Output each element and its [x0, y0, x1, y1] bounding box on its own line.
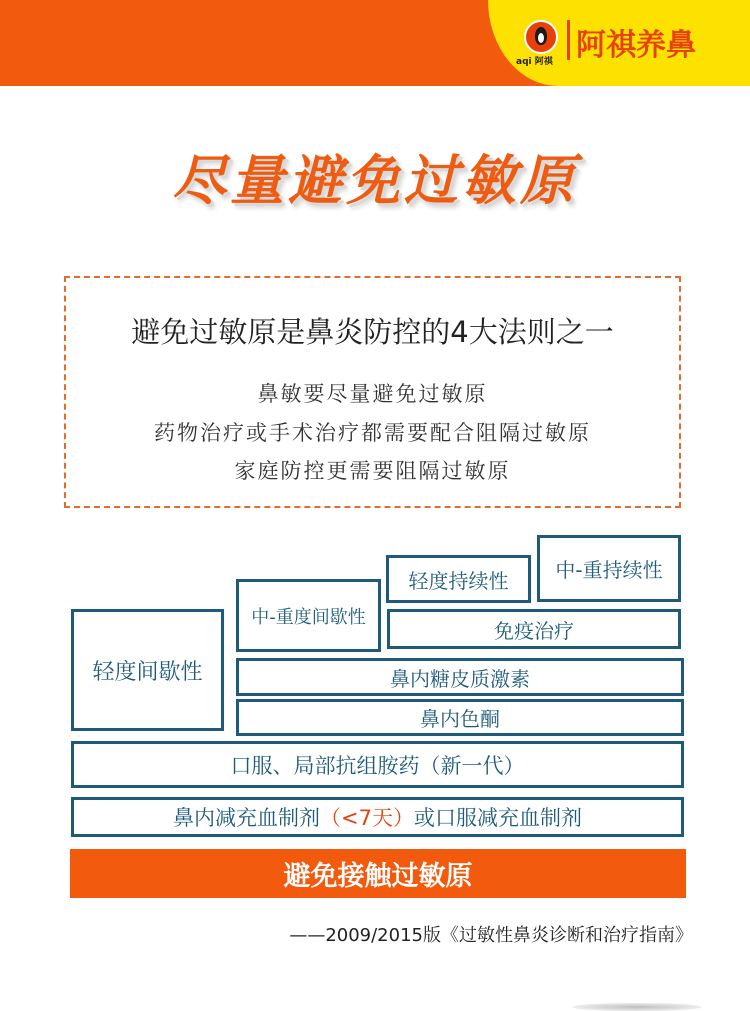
tier-mild-intermittent: 轻度间歇性: [71, 609, 224, 731]
tier-mild-persistent: 轻度持续性: [386, 555, 531, 603]
avoid-allergen-banner: 避免接触过敏原: [70, 849, 686, 898]
penguin-icon: [524, 20, 558, 54]
rule-heading: 避免过敏原是鼻炎防控的4大法则之一: [131, 315, 614, 349]
rule-line-1: 鼻敏要尽量避免过敏原: [257, 382, 488, 406]
brand-name: 阿祺养鼻: [576, 28, 696, 63]
decongestant-duration: （<7天）: [320, 806, 414, 830]
brand-logo: [488, 0, 750, 86]
decongestant-text-before: 鼻内减充血制剂: [173, 806, 321, 830]
rule-line-3: 家庭防控更需要阻隔过敏原: [234, 459, 511, 483]
source-citation: ——2009/2015版《过敏性鼻炎诊断和治疗指南》: [289, 925, 693, 946]
page-title: 尽量避免过敏原: [172, 148, 578, 212]
decorative-shadow: [572, 1003, 702, 1011]
logo-divider: [567, 20, 570, 60]
brand-sub: aqi 阿祺: [516, 57, 553, 67]
decongestant-text-after: 或口服减充血制剂: [413, 806, 582, 830]
tier-moderate-severe-intermittent: 中-重度间歇性: [236, 579, 381, 652]
rule-line-2: 药物治疗或手术治疗都需要配合阻隔过敏原: [154, 421, 591, 445]
rule-box: [64, 276, 681, 508]
tier-moderate-severe-persistent: 中-重持续性: [537, 535, 681, 602]
treatment-nasal-corticosteroid: 鼻内糖皮质激素: [236, 658, 684, 696]
treatment-decongestant: [71, 797, 684, 837]
treatment-nasal-cromone: 鼻内色酮: [236, 699, 684, 736]
treatment-immunotherapy: 免疫治疗: [387, 609, 681, 649]
treatment-antihistamine: 口服、局部抗组胺药（新一代）: [71, 741, 684, 788]
